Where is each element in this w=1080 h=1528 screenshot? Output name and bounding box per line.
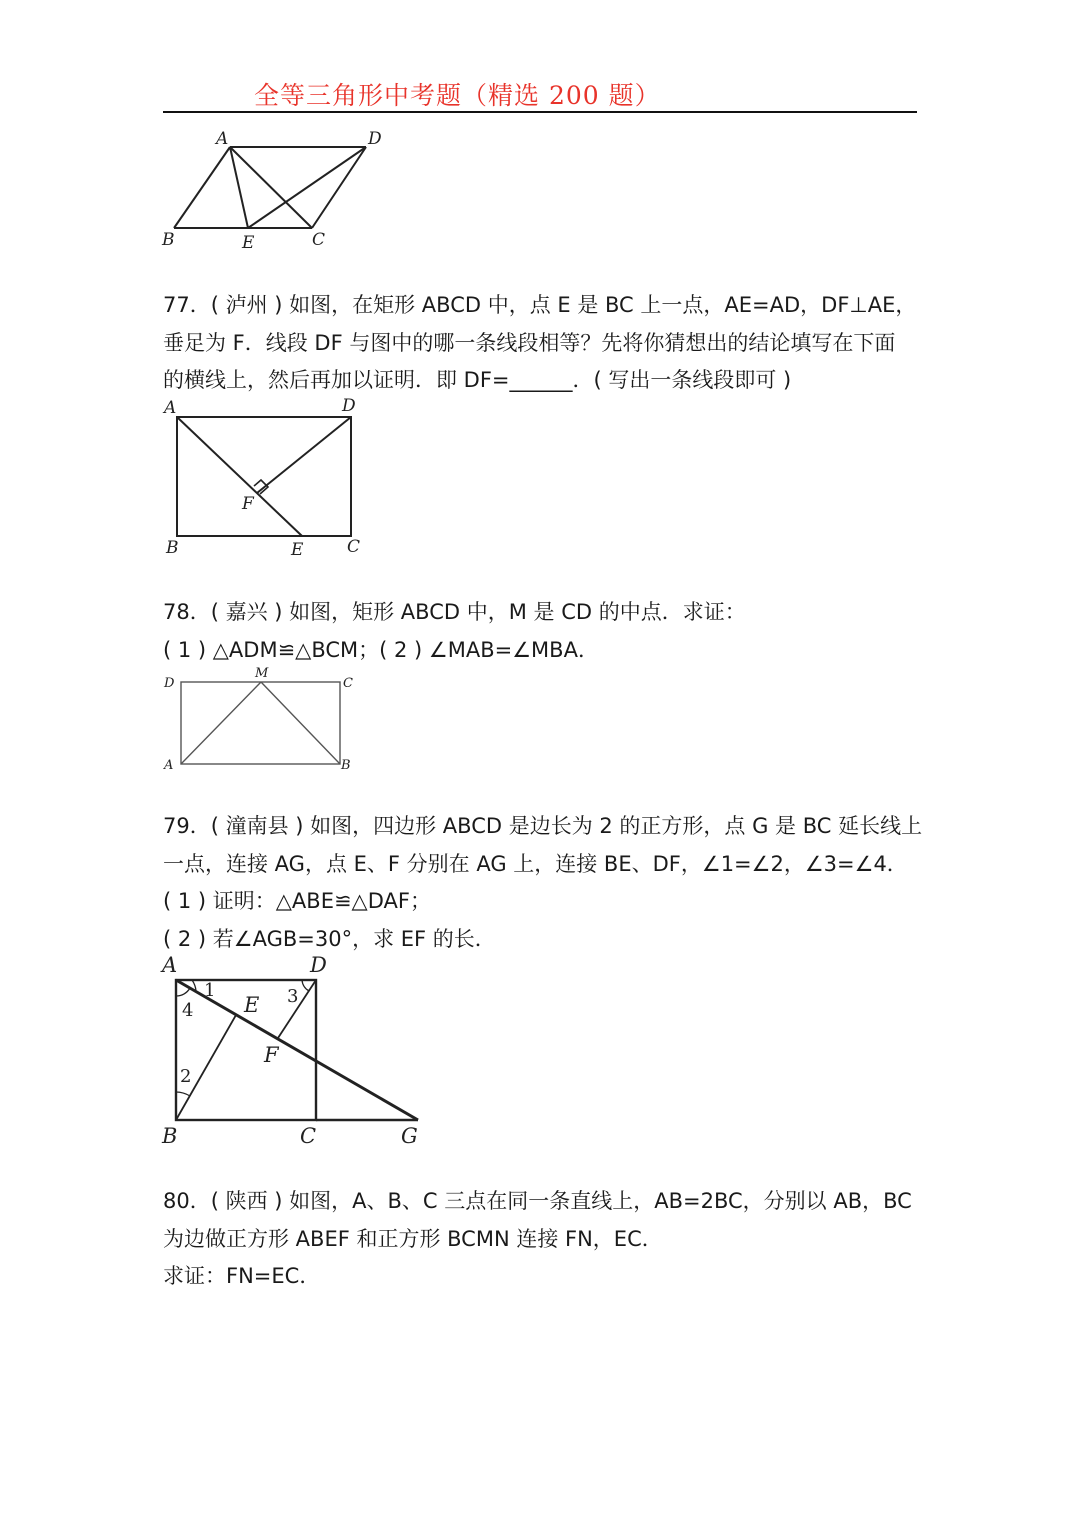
problem-78-line-2: ( 1 ) △ADM≌△BCM；( 2 ) ∠MAB=∠MBA． — [163, 637, 599, 662]
fig79-angle-arc-3 — [302, 980, 309, 991]
fig77-rectangle-abcd — [177, 417, 351, 536]
fig77-label-c: C — [347, 537, 361, 557]
problem-78-line-1: 78．( 嘉兴 ) 如图，矩形 ABCD 中，M 是 CD 的中点．求证： — [163, 600, 746, 624]
problem-77-line-1: 77．( 泸州 ) 如图，在矩形 ABCD 中，点 E 是 BC 上一点，AE=AD，DF⊥AE， — [163, 293, 917, 317]
fig76-segment-ab — [174, 147, 230, 228]
problem-79-text — [163, 808, 922, 958]
problem-77-line-2: 垂足为 F．线段 DF 与图中的哪一条线段相等？先将你猜想出的结论填写在下面 — [163, 330, 896, 355]
fig78-label-a: A — [164, 758, 174, 773]
problem-77-text — [163, 287, 916, 400]
fig79-label-e: E — [244, 993, 260, 1017]
fig77-label-f: F — [242, 494, 254, 514]
fig78-segment-am — [181, 682, 261, 764]
fig77-label-a: A — [164, 398, 177, 418]
problem-80-line-3: 求证：FN=EC． — [163, 1264, 321, 1288]
fig76-label-b: B — [162, 230, 175, 250]
fig79-label-a: A — [162, 953, 178, 977]
fig76-segment-ac — [230, 147, 312, 228]
figure-78-rectangle — [160, 665, 370, 775]
fig77-segment-df — [257, 417, 351, 493]
fig78-label-c: C — [343, 676, 353, 691]
fig76-label-a: A — [216, 129, 229, 149]
fig79-label-c: C — [300, 1124, 317, 1148]
fig78-label-b: B — [341, 758, 351, 773]
fig76-label-c: C — [312, 230, 326, 250]
fig79-angle-label-4: 4 — [182, 1000, 194, 1021]
problem-80-line-1: 80．( 陕西 ) 如图，A、B、C 三点在同一条直线上，AB=2BC，分别以 AB，BC — [163, 1189, 912, 1213]
fig79-label-b: B — [162, 1124, 178, 1148]
fig79-angle-label-3: 3 — [287, 986, 299, 1007]
fig78-label-d: D — [164, 676, 175, 691]
fig78-label-m: M — [255, 666, 269, 681]
fig76-segment-ed — [248, 147, 366, 228]
fig78-segment-bm — [261, 682, 340, 764]
fig79-label-d: D — [310, 953, 327, 977]
problem-80-line-2: 为边做正方形 ABEF 和正方形 BCMN 连接 FN，EC． — [163, 1226, 663, 1251]
fig76-segment-ae — [230, 147, 248, 228]
problem-78-text — [163, 594, 746, 669]
problem-80-text — [163, 1183, 912, 1296]
fig79-label-g: G — [401, 1124, 418, 1148]
figure-79-square — [160, 952, 430, 1152]
figure-76-parallelogram — [160, 125, 400, 255]
fig77-segment-ae — [177, 417, 302, 536]
fig79-angle-arc-2 — [176, 1092, 190, 1096]
fig79-label-f: F — [264, 1043, 279, 1067]
fig79-angle-arc-4 — [176, 988, 190, 996]
fig77-label-e: E — [291, 540, 304, 560]
problem-79-line-3: ( 1 ) 证明：△ABE≌△DAF； — [163, 889, 431, 913]
figure-77-rectangle — [160, 395, 380, 565]
page-header-title: 全等三角形中考题（精选 200 题） — [254, 81, 661, 110]
fig78-rectangle-abcd — [181, 682, 340, 764]
fig76-label-e: E — [242, 233, 255, 253]
fig79-angle-label-2: 2 — [180, 1066, 192, 1087]
fig77-label-b: B — [166, 538, 179, 558]
fig79-angle-label-1: 1 — [204, 980, 216, 1001]
header-rule — [163, 111, 917, 113]
fig76-label-d: D — [368, 129, 382, 149]
fig77-label-d: D — [342, 396, 356, 416]
problem-79-line-2: 一点，连接 AG，点 E、F 分别在 AG 上，连接 BE、DF，∠1=∠2，∠3=∠4． — [163, 851, 908, 876]
fig76-segment-cd — [312, 147, 366, 228]
problem-77-line-3: 的横线上，然后再加以证明．即 DF=______．( 写出一条线段即可 ) — [163, 368, 792, 392]
problem-79-line-4: ( 2 ) 若∠AGB=30°，求 EF 的长． — [163, 926, 496, 951]
problem-79-line-1: 79．( 潼南县 ) 如图，四边形 ABCD 是边长为 2 的正方形，点 G 是 BC 延长线上 — [163, 814, 923, 838]
